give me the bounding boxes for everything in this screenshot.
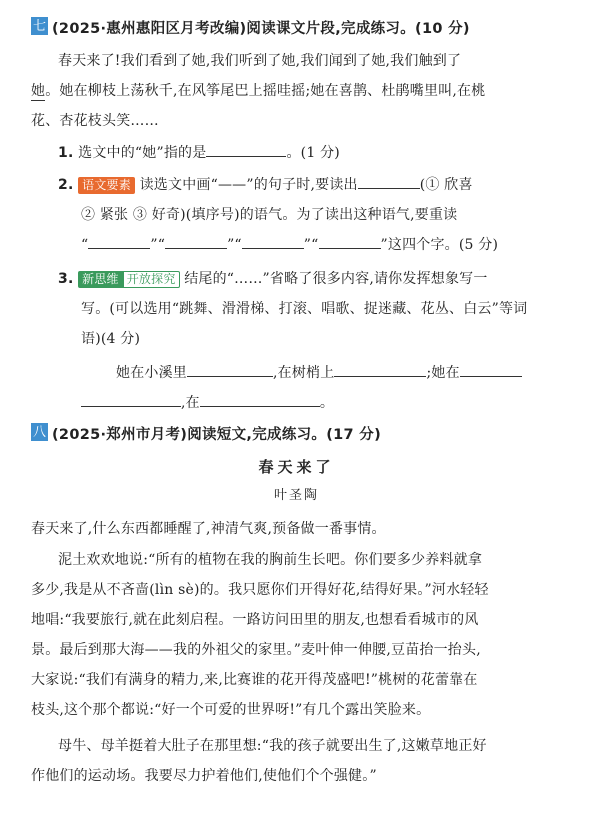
- section-8-number: 八: [32, 424, 46, 440]
- answer-blank[interactable]: [206, 142, 286, 157]
- answer-blank[interactable]: [88, 234, 150, 249]
- article-line: 泥土欢欢地说:“所有的植物在我的胸前生长吧。你们要多少养料就拿: [58, 552, 483, 568]
- question-text: (① 欣喜: [419, 177, 473, 193]
- fill-text: 她在小溪里: [116, 365, 187, 381]
- passage-line: 春天来了!我们看到了她,我们听到了她,我们闻到了她,我们触到了: [58, 53, 462, 69]
- question-text: 选文中的“她”指的是: [78, 145, 207, 161]
- article-line: 景。最后到那大海——我的外祖父的家里。”麦叶伸一伸腰,豆苗抬一抬头,: [31, 642, 481, 658]
- question-3-line-2: 写。(可以选用“跳舞、滑滑梯、打滚、唱歌、捉迷藏、花丛、白云”等词: [81, 301, 528, 317]
- answer-blank[interactable]: [319, 234, 381, 249]
- yuwen-yaosu-tag: 语文要素: [78, 177, 135, 194]
- passage-line: [31, 80, 485, 100]
- article-line: 作他们的运动场。我要尽力护着他们,使他们个个强健。”: [31, 768, 377, 784]
- question-number: 2.: [58, 177, 74, 193]
- question-2-line-3: [81, 234, 498, 254]
- quote-mark: ”“: [150, 237, 166, 253]
- question-text: 读选文中画“——”的句子时,要读出: [139, 177, 358, 193]
- section-7-header: (2025·惠州惠阳区月考改编)阅读课文片段,完成练习。(10 分): [52, 21, 470, 37]
- question-3-line-3: 语)(4 分): [81, 331, 141, 347]
- question-3: [58, 268, 488, 288]
- article-line: 春天来了,什么东西都睡醒了,神清气爽,预备做一番事情。: [31, 521, 386, 537]
- section-7-number: 七: [32, 18, 46, 34]
- answer-blank[interactable]: [334, 362, 426, 377]
- question-number: 1.: [58, 145, 74, 161]
- article-line: 多少,我是从不吝啬(lìn sè)的。我只愿你们开得好花,结得好果。”河水轻轻: [31, 582, 489, 598]
- question-2: [58, 174, 473, 194]
- article-author: 叶圣陶: [273, 488, 319, 503]
- quote-mark: ”“: [303, 237, 319, 253]
- question-number: 3.: [58, 271, 74, 287]
- answer-blank[interactable]: [460, 362, 522, 377]
- article-title: 春天来了: [258, 458, 335, 476]
- article-line: 地唱:“我要旅行,就在此刻启程。一路访问田里的朋友,也想看看城市的风: [31, 612, 479, 628]
- passage-line: 花、杏花枝头笑……: [31, 113, 159, 129]
- article-line: 枝头,这个那个都说:“好一个可爱的世界呀!”有几个露出笑脸来。: [31, 702, 431, 718]
- article-line: 母牛、母羊挺着大肚子在那里想:“我的孩子就要出生了,这嫩草地正好: [58, 738, 487, 754]
- answer-blank[interactable]: [358, 174, 420, 189]
- new-thinking-tag: 新思维: [78, 271, 123, 288]
- question-text: 结尾的“……”省略了很多内容,请你发挥想象写一: [184, 271, 488, 287]
- answer-blank[interactable]: [165, 234, 227, 249]
- fill-text: ,在树梢上: [273, 365, 335, 381]
- article-line: 大家说:“我们有满身的精力,来,比赛谁的花开得茂盛吧!”桃树的花蕾靠在: [31, 672, 478, 688]
- underlined-sentence-end: 她: [31, 83, 46, 99]
- answer-blank[interactable]: [81, 392, 181, 407]
- question-text: ”这四个字。(5 分): [380, 237, 499, 253]
- fill-text: ,在: [181, 395, 200, 411]
- question-3-fill-line-2: [81, 392, 334, 412]
- question-1: [58, 142, 340, 162]
- open-explore-tag: 开放探究: [123, 271, 180, 288]
- fill-text: ;她在: [426, 365, 460, 381]
- answer-blank[interactable]: [200, 392, 320, 407]
- answer-blank[interactable]: [187, 362, 273, 377]
- question-2-line-2: ② 紧张 ③ 好奇)(填序号)的语气。为了读出这种语气,要重读: [81, 207, 458, 223]
- question-points: 。(1 分): [286, 145, 340, 161]
- passage-text: 。她在柳枝上荡秋千,在风筝尾巴上摇哇摇;她在喜鹊、杜鹃嘴里叫,在桃: [45, 83, 486, 99]
- fill-text: 。: [319, 395, 335, 411]
- question-3-fill-line-1: [116, 362, 522, 382]
- quote-mark: ”“: [227, 237, 242, 253]
- quote-mark: “: [81, 237, 89, 253]
- section-8-header: (2025·郑州市月考)阅读短文,完成练习。(17 分): [52, 427, 382, 443]
- answer-blank[interactable]: [242, 234, 304, 249]
